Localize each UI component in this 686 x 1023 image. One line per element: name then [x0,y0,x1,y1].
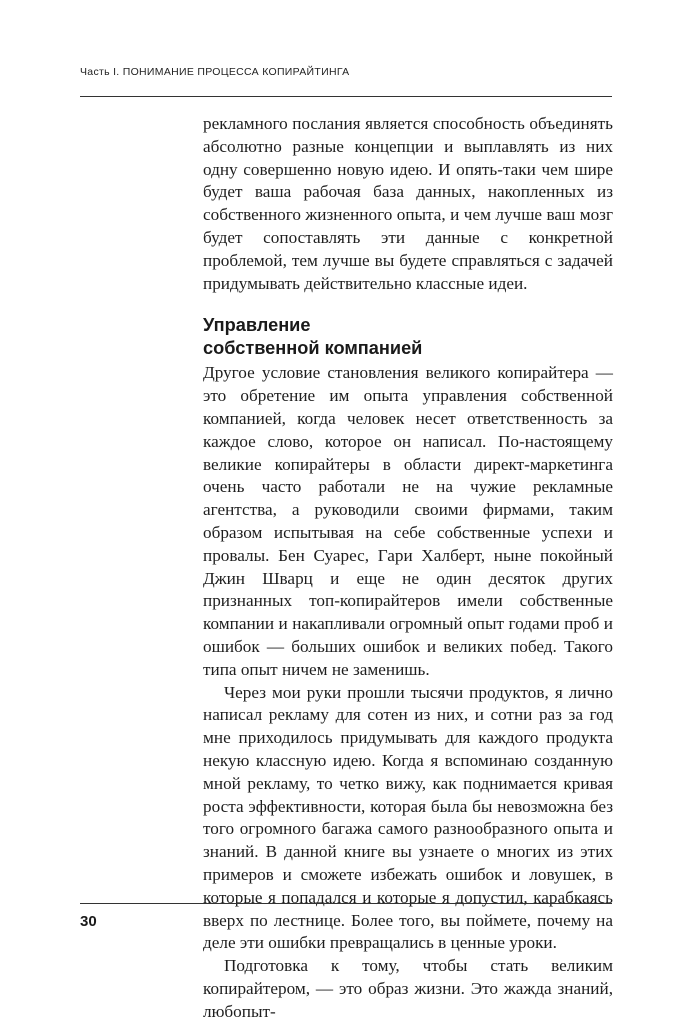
paragraph: Подготовка к тому, чтобы стать великим копирайтером, — это образ жизни. Это жажда знаний, любопыт- [203,956,613,1021]
body-text [203,113,613,1023]
section-heading-line: Управление [203,315,311,336]
section-heading-line: собственной компанией [203,337,423,358]
page-number: 30 [80,913,97,930]
running-head: Часть I. ПОНИМАНИЕ ПРОЦЕССА КОПИРАЙТИНГА [80,66,350,78]
header-rule [80,96,612,97]
paragraph: Через мои руки прошли тысячи продуктов, я лично написал рекламу для сотен из них, и сотни раз за год мне приходилось придумывать для каждого продукта некую классную идею. Когда я вспоминаю созданную мной рекламу, то четко вижу, как поднимается кривая роста эффективности, которая была бы невозможна без того огромного багажа самого разнообразного опыта и знаний. В данной книге вы узнаете о многих из этих примеров и сможете избежать ошибок и ловушек, в которые я попадался и которые я допустил, карабкаясь вверх по лестнице. Более того, вы поймете, почему на деле эти ошибки превращались в ценные уроки. [203,682,613,953]
footer-rule [80,903,612,904]
paragraph: рекламного послания является способность объединять абсолютно разные концепции и выплавлять из них одну совершенно новую идею. И опять-таки чем шире будет ваша рабочая база данных, накопленных из собственного жизненного опыта, и чем лучше ваш мозг будет сопоставлять эти данные с конкретной проблемой, тем лучше вы будете справляться с задачей придумывать действительно классные идеи. [203,114,613,293]
section-heading [203,314,613,359]
paragraph: Другое условие становления великого копирайтера — это обретение им опыта управления собственной компанией, когда человек несет ответственность за каждое слово, которое он написал. По-настоящему великие копирайтеры в области директ-маркетинга очень часто работали не на чужие рекламные агентства, а руководили своими фирмами, таким образом испытывая на себе собственные успехи и провалы. Бен Суарес, Гари Халберт, ныне покойный Джин Шварц и еще не один десяток других признанных топ-копирайтеров имели собственные компании и накапливали огромный опыт годами проб и ошибок — больших ошибок и великих побед. Такого типа опыт ничем не заменишь. [203,363,613,679]
